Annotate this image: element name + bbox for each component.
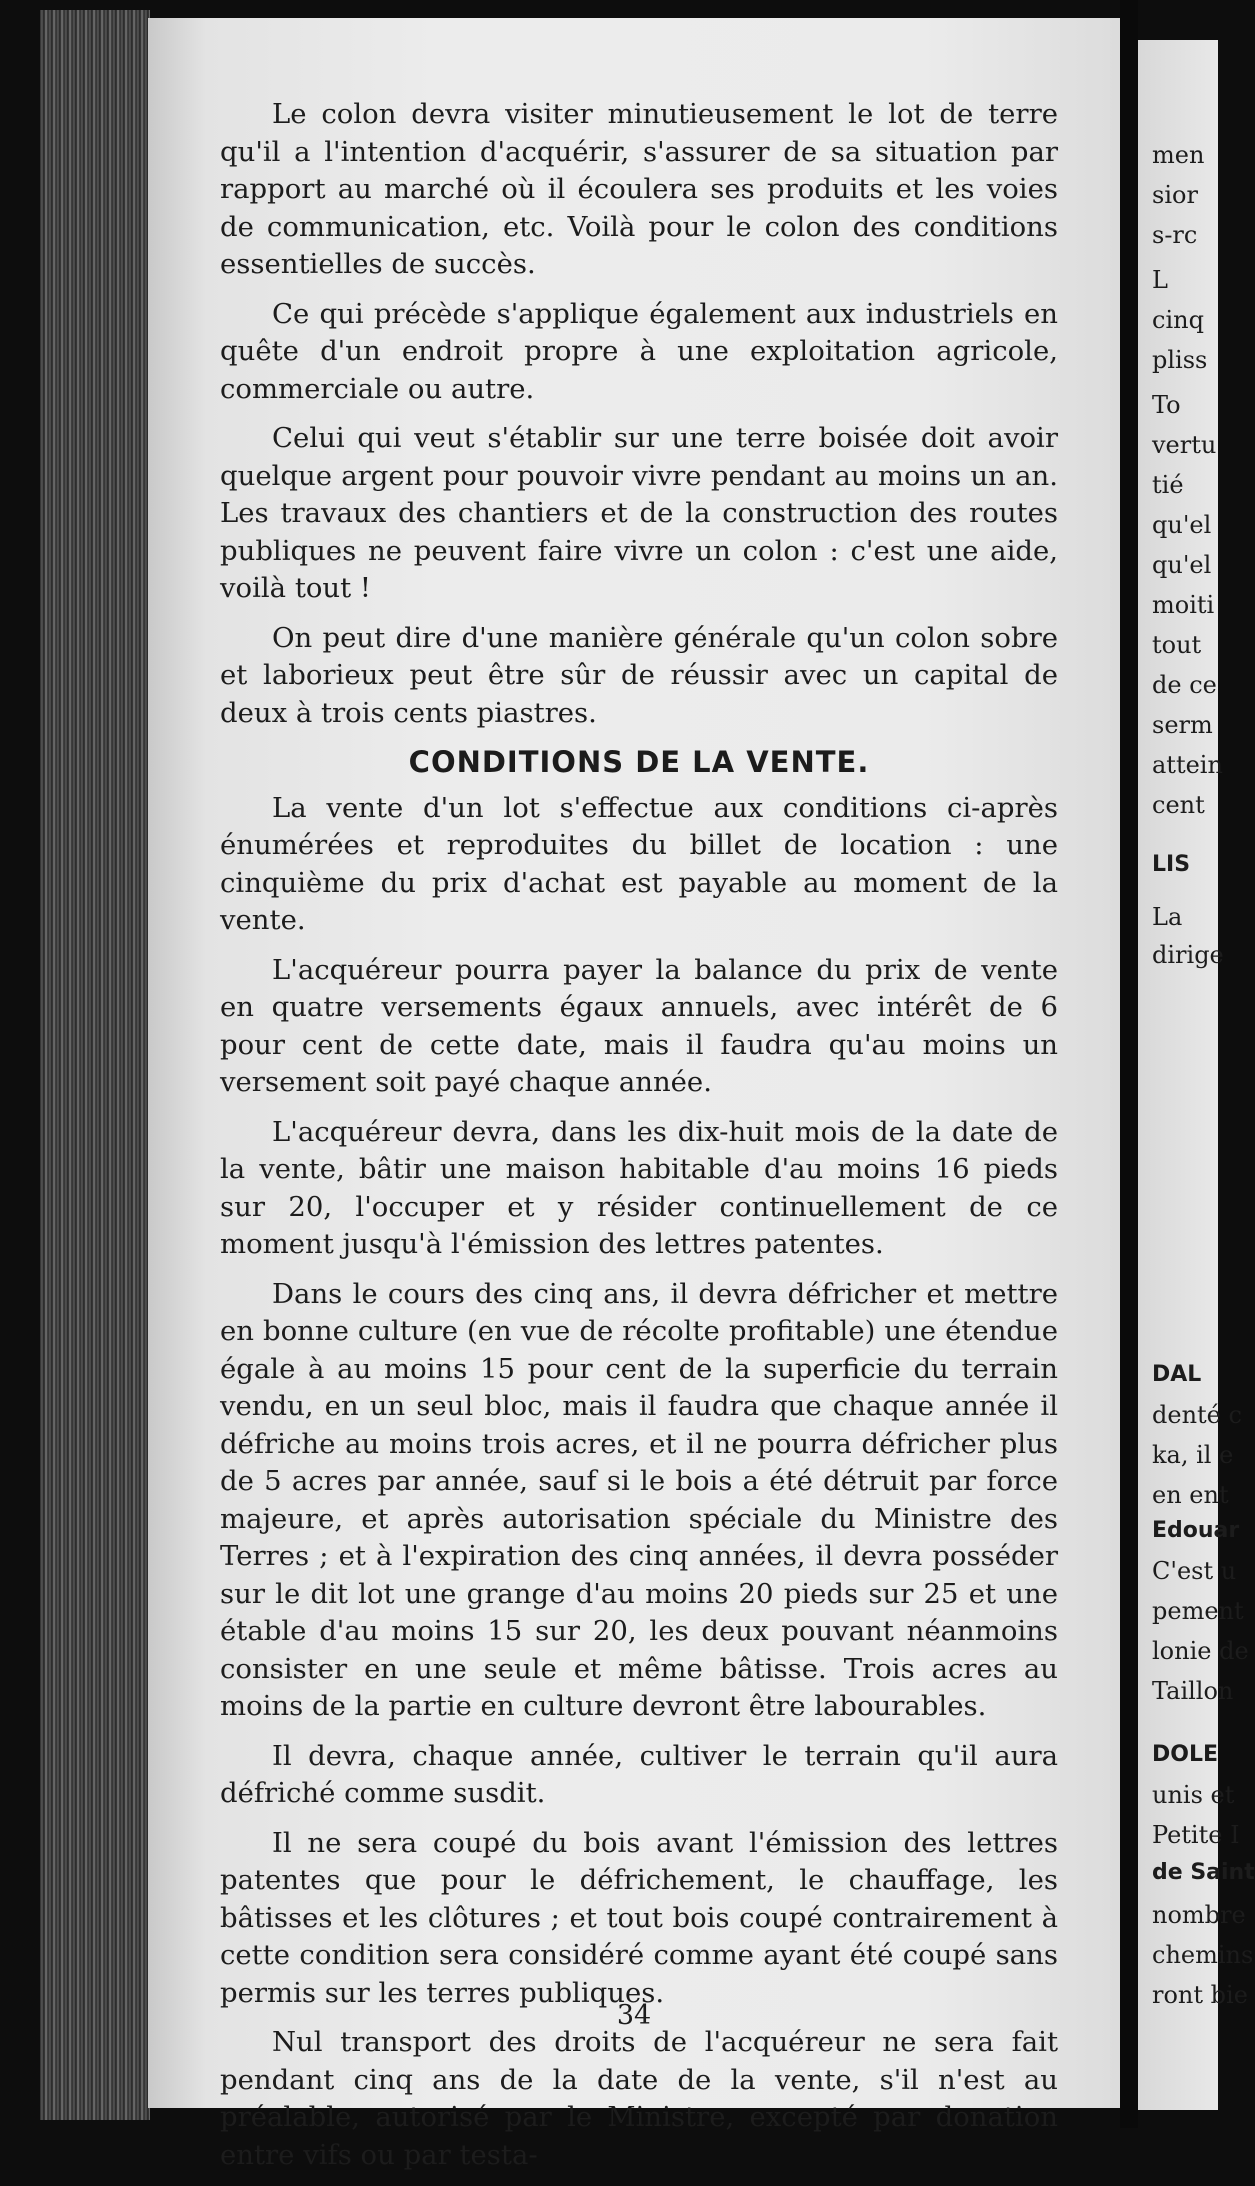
paragraph-8: Dans le cours des cinq ans, il devra défricher et mettre en bonne culture (en vue de récolte profitable) une étendue égale à au moins 15 pour cent de la superficie du terrain vendu, en un seul bloc, mais il faudra que chaque année il défriche au moins trois acres, et il ne pourra défricher plus de 5 acres par année, sauf si le bois a été détruit par force majeure, et après autorisation spéciale du Ministre des Terres ; et à l'expiration des cinq années, il devra posséder sur le dit lot une grange d'au moins 20 pieds sur 25 et une étable d'au moins 15 sur 20, les deux pouvant néanmoins consister en une seule et même bâtisse. Trois acres au moins de la partie en culture devront être labourables.: [220, 1277, 1058, 1722]
right-page-fragment: Petite I: [1152, 1821, 1240, 1849]
paragraph-6: L'acquéreur pourra payer la balance du prix de vente en quatre versements égaux annuels, avec intérêt de 6 pour cent de cette date, mais il faudra qu'au moins un versement soit payé chaque année.: [220, 953, 1058, 1098]
right-page-fragment: DAL: [1152, 1362, 1202, 1387]
right-page-fragment: dirige: [1152, 941, 1224, 969]
right-page-fragment: attein: [1152, 751, 1223, 779]
right-page-fragment: tout: [1152, 631, 1202, 659]
paragraph-9: Il devra, chaque année, cultiver le terrain qu'il aura défriché comme susdit.: [220, 1739, 1058, 1809]
right-page-fragment: s-rc: [1152, 221, 1198, 249]
right-page-fragment: La: [1152, 903, 1183, 931]
right-page-fragment: L: [1152, 266, 1168, 294]
paragraph-10: Il ne sera coupé du bois avant l'émission des lettres patentes que pour le défrichement, le chauffage, les bâtisses et les clôtures ; et tout bois coupé contrairement à cette condition sera considéré comme ayant été coupé sans permis sur les terres publiques.: [220, 1826, 1058, 2009]
right-page-fragment: pliss: [1152, 346, 1208, 374]
right-page-fragment: moiti: [1152, 591, 1215, 619]
right-page-fragment: To: [1152, 391, 1181, 419]
right-page: [1138, 40, 1255, 2110]
right-page-fragment: men: [1152, 141, 1205, 169]
right-page-fragment: ka, il e: [1152, 1441, 1234, 1469]
paragraph-7: L'acquéreur devra, dans les dix-huit mois de la date de la vente, bâtir une maison habitable d'au moins 16 pieds sur 20, l'occuper et y résider continuellement de ce moment jusqu'à l'émission des lettres patentes.: [220, 1115, 1058, 1260]
right-page-fragment: cinq: [1152, 306, 1204, 334]
right-page-fragment: DOLE: [1152, 1742, 1219, 1767]
right-page-fragment: tié: [1152, 471, 1184, 499]
paragraph-5: La vente d'un lot s'effectue aux conditions ci-après énumérées et reproduites du billet de location : une cinquième du prix d'achat est payable au moment de la vente.: [220, 791, 1058, 936]
right-page-fragment: lonie de: [1152, 1637, 1249, 1665]
section-heading: CONDITIONS DE LA VENTE.: [408, 745, 870, 779]
right-page-fragment: qu'el: [1152, 551, 1212, 579]
right-page-fragment: de Saint: [1152, 1860, 1255, 1885]
right-page-fragment: cent: [1152, 791, 1205, 819]
left-page-text: [220, 96, 1058, 2186]
right-page-fragment: nombre: [1152, 1901, 1246, 1929]
paragraph-11: Nul transport des droits de l'acquéreur ne sera fait pendant cinq ans de la date de la vente, s'il n'est au préalable, autorisé par le Ministre, excepté par donation entre vifs ou par testa-: [220, 2026, 1058, 2171]
right-page-fragment: unis et: [1152, 1781, 1235, 1809]
left-page: [148, 18, 1120, 2171]
paragraph-4: On peut dire d'une manière générale qu'un colon sobre et laborieux peut être sûr de réussir avec un capital de deux à trois cents piastres.: [220, 621, 1058, 729]
right-page-fragment: Taillon: [1152, 1677, 1234, 1705]
paragraph-1: Le colon devra visiter minutieusement le lot de terre qu'il a l'intention d'acquérir, s'assurer de sa situation par rapport au marché où il écoulera ses produits et les voies de communication, etc. Voilà pour le colon des conditions essentielles de succès.: [220, 98, 1058, 280]
right-page-fragment: Edouar: [1152, 1518, 1240, 1543]
paragraph-3: Celui qui veut s'établir sur une terre boisée doit avoir quelque argent pour pouvoir vivre pendant au moins un an. Les travaux des chantiers et de la construction des routes publiques ne peuvent faire vivre un colon : c'est une aide, voilà tout !: [220, 422, 1058, 604]
right-page-fragment: LIS: [1152, 852, 1191, 877]
paragraph-2: Ce qui précède s'applique également aux industriels en quête d'un endroit propre à une exploitation agricole, commerciale ou autre.: [220, 297, 1058, 405]
book-gutter: [1120, 0, 1138, 2128]
right-page-fragment: pement: [1152, 1597, 1244, 1625]
right-page-fragment: serm: [1152, 711, 1213, 739]
page-number: 34: [616, 2000, 652, 2031]
right-page-fragment: sior: [1152, 181, 1198, 209]
book-page-edges: [40, 10, 150, 2120]
right-page-fragment: chemins: [1152, 1941, 1254, 1969]
right-page-fragment: en ent: [1152, 1481, 1229, 1509]
right-page-fragment: C'est u: [1152, 1557, 1237, 1585]
right-page-fragment: ront bie: [1152, 1981, 1248, 2009]
right-page-fragment: de ce: [1152, 671, 1217, 699]
right-page-fragment: qu'el: [1152, 511, 1212, 539]
right-page-fragment: vertu: [1152, 431, 1217, 459]
right-page-fragment: denté c: [1152, 1401, 1242, 1429]
